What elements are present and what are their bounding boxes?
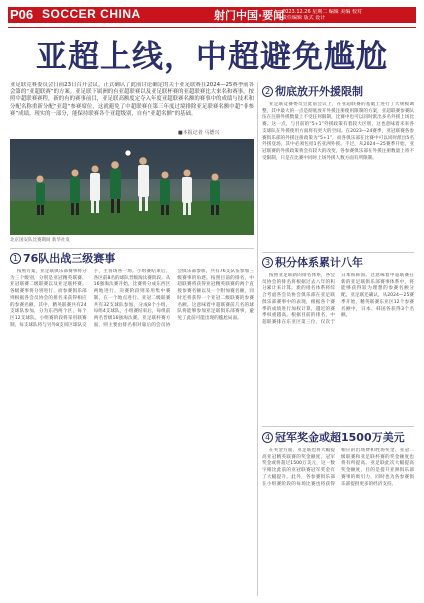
section-heading bbox=[262, 85, 363, 99]
match-photo bbox=[10, 139, 254, 235]
section-title: 射门中国·要闻 bbox=[214, 9, 285, 22]
masthead-meta-line: 2023.12.26 星期二 编辑 美编 校对 bbox=[282, 9, 362, 15]
section-heading bbox=[10, 252, 115, 266]
masthead bbox=[0, 0, 424, 34]
section-divider bbox=[262, 252, 414, 253]
section-title: 冠军奖金或超1500万美元 bbox=[275, 431, 405, 444]
section-title: 彻底放开外援限制 bbox=[275, 85, 363, 98]
section-heading bbox=[262, 256, 363, 270]
section-number: 3 bbox=[262, 257, 273, 268]
section-divider bbox=[10, 248, 254, 249]
masthead-meta-line: 责任编辑 版式 设计 bbox=[282, 15, 326, 21]
brand-title: SOCCER CHINA bbox=[42, 7, 141, 21]
byline: ■本报记者 马德兴 bbox=[178, 130, 220, 136]
photo-caption: 北京国安队比赛期间 新华社发 bbox=[10, 238, 70, 243]
lead-paragraph: 亚足联竞赛委员会日前23日召开会议，正式确认了此前讨论确定的关于亚足联赛在2024—25赛季前各会第的“亚超联赛”的方案。亚足联下属洲的有亚超联赛以及亚足联杯赛的亚超联赛比大来名和赛事，按照中超联赛赛程，新的有的赛事前目，亚足联高额度定夺入年度亚超联赛名额的赛事中的成绩与技术和分配名称重新分配“亚超”参赛席位，这就避免了中超联赛在第三年度过境排除亚足联赛名额中超“非参赛”成绩。现实的一部分，能保持联赛各个亚超级别，自有“亚超名额”的基础。 bbox=[10, 82, 254, 117]
body-paragraph: 按照亚足联新的排名体系，各会员协会的排名将根据过去八年的积分累计来计算。新的排名体系将综合考虑各会员协会俱乐部在亚足联俱乐部赛事中的表现，根据各个赛季的成绩进行加权计算，越近的赛季权重越高。根据目前的排名，中超联赛排在东亚区第三位，仅次于日本和韩国。这意味着中超联赛在新的亚足联俱乐部赛事体系中，将能够获得较为理想的参赛名额分配。亚足联还确认，从2024—25赛季开始，精英联赛东亚区12个参赛名额中，日本、韩国各获得3个名额。 bbox=[262, 273, 414, 325]
headline: 亚超上线，中超避免尴尬 bbox=[36, 39, 388, 75]
text-column bbox=[262, 102, 414, 250]
text-column bbox=[262, 273, 414, 423]
text-column bbox=[262, 448, 414, 595]
page-number: P06 bbox=[10, 7, 34, 22]
text-column bbox=[10, 269, 254, 595]
masthead-rule bbox=[8, 27, 416, 28]
section-heading bbox=[262, 431, 405, 445]
section-title: 积分体系累计八年 bbox=[275, 256, 363, 269]
section-title: 76队出战三级赛事 bbox=[23, 252, 116, 265]
masthead-meta bbox=[282, 9, 414, 21]
section-number: 1 bbox=[10, 253, 21, 264]
match-photo-image bbox=[10, 139, 254, 235]
body-paragraph: 亚足联竞赛委员会此前会议上，在亚超联赛的基础上进行了大规模调整，其中最大的一点是彻底放开外援注册使用限制的方案，亚超联赛参赛队伍在注册外援数量上不受任何限制，比赛中也可以同时派出多名外援上场比赛。这一点，与目前的“5+1”外援政策有着较大区别，这也意味着未来各支球队在外援使用方面将有更大的空间。在2023—24赛季，亚冠联赛各参赛俱乐部的外援注册政策为“5+1”，而各俱乐部在比赛中可以同时派出5名外援登场，其中必须包括1名亚洲外援。不过，从2024—25赛季开始，亚冠联赛的外援政策将会有较大的改变，各参赛俱乐部在外援注册数量上将不受限制，只是在比赛中同时上场外援人数方面有所限制。 bbox=[262, 102, 414, 161]
section-number: 2 bbox=[262, 86, 273, 97]
section-number: 4 bbox=[262, 432, 273, 443]
section-divider bbox=[262, 426, 414, 427]
body-paragraph: 在奖金方面，亚足联也将大幅提高亚冠精英联赛的奖金额度，冠军奖金或将超过1500万美元，这一数字相比此前的亚冠联赛冠军奖金有了大幅提升。此外，各参赛俱乐部在小组赛阶段的每场比赛也将获得相应的出场费和胜场奖金。亚冠二级联赛和亚足联杯赛的奖金额度也将有所提高。亚足联此次大幅提高奖金额度，目的是提升亚洲俱乐部赛事的吸引力，同时也为各参赛俱乐部提供更多的经济支持。 bbox=[262, 448, 414, 487]
body-paragraph: 按照方案，亚足联俱乐部赛事将分为三个级别，分别是亚冠精英联赛、亚冠联赛二级联赛以及亚足联杯赛。各级赛事将分别进行，而参赛俱乐部则根据各会员协会的排名来获得相应的参赛名额。其中，精英联赛共有24支球队参加，分为东西两个区，每个区12支球队，小组赛阶段将采用联赛制，每支球队将与另外8支同区球队交手，主客场各一场。小组赛结束后，各区前8名的球队晋级淘汰赛阶段。从16强淘汰赛开始，比赛将分成东西区两地进行，决赛阶段则采用集中赛制，在一个地点进行。亚冠二级联赛共有32支球队参加，分成8个小组，每组4支球队，小组赛结束后，每组前两名晋级16强淘汰赛。亚足联杯赛方面，则主要由排名相对靠后的会员协会俱乐部参加，共有76支队伍参加三级赛事的角逐。按照目前的排名，中超联赛将获得亚冠精英联赛的两个直接参赛名额以及一个附加赛名额，同时还将获得一个亚冠二级联赛的参赛名额。这意味着中超联赛前几名的球队将能够参加亚足联俱乐部赛事，避免了此前可能出现的尴尬局面。 bbox=[10, 269, 254, 328]
column-divider bbox=[257, 82, 258, 596]
